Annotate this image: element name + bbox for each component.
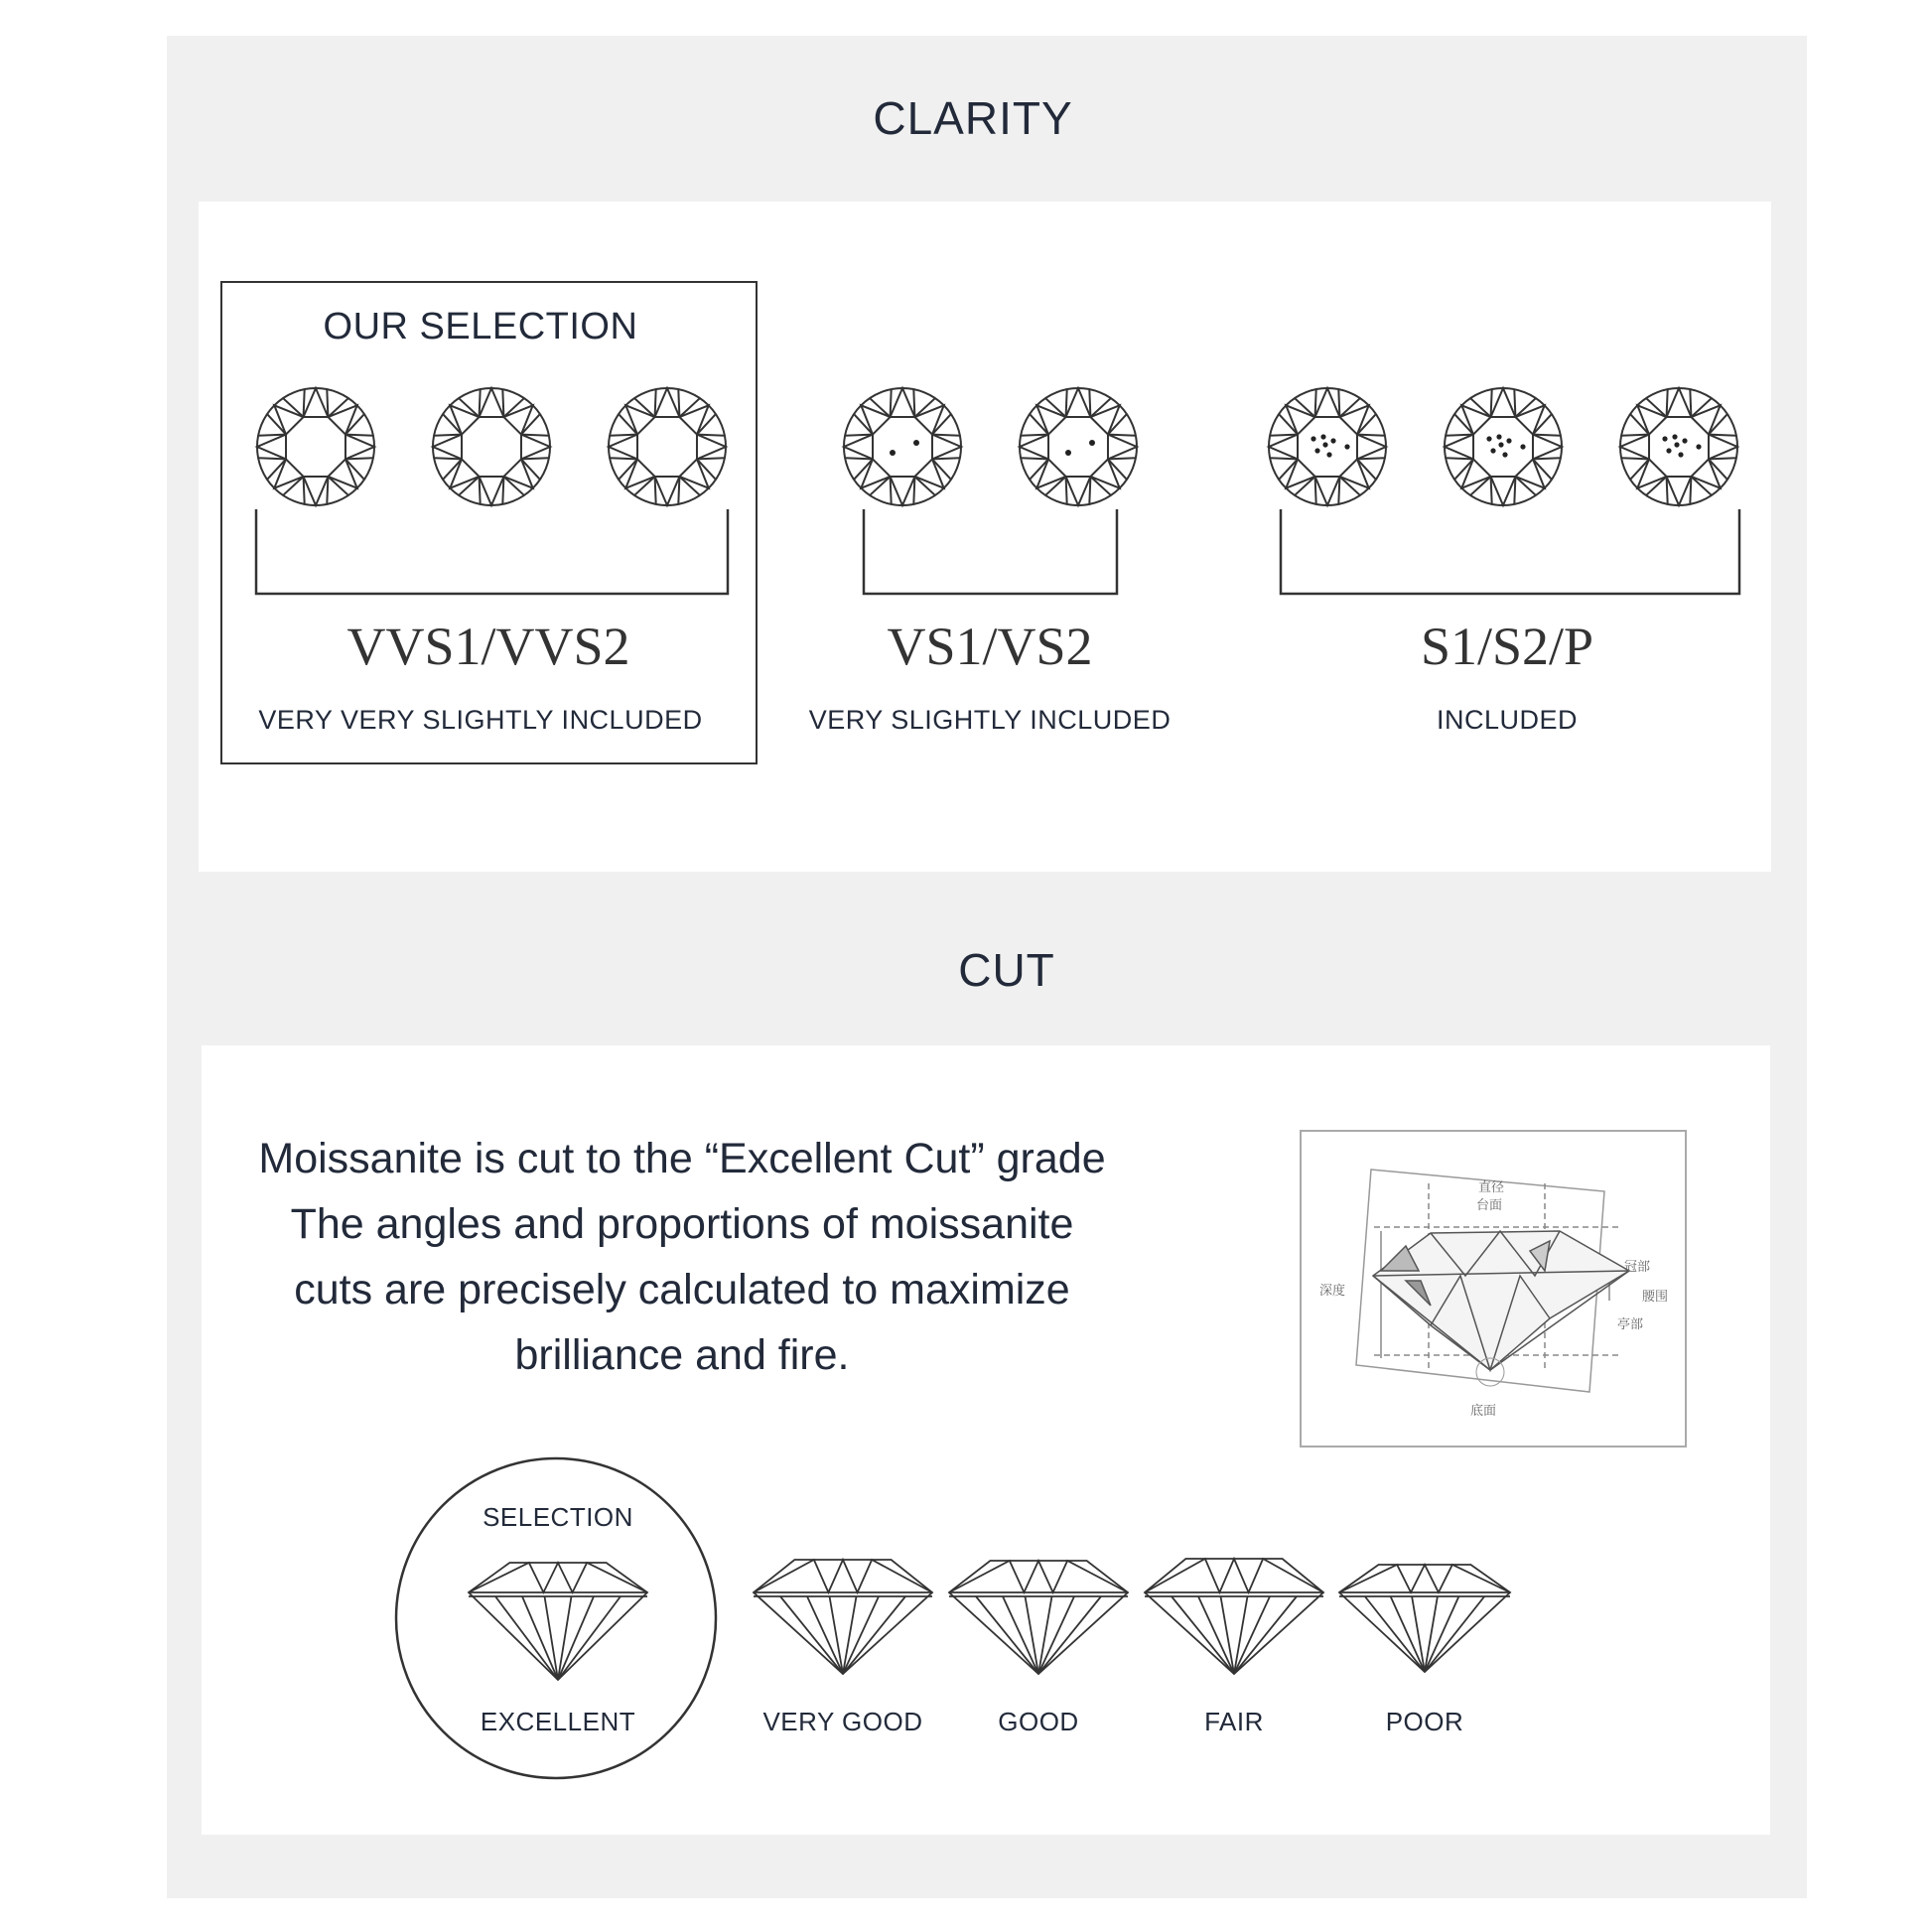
cut-grade-excellent: EXCELLENT	[480, 1707, 636, 1736]
cut-diamond-poor	[1339, 1565, 1510, 1672]
label-culet: 底面	[1470, 1404, 1497, 1419]
clarity-desc-vs: VERY SLIGHTLY INCLUDED	[808, 705, 1172, 735]
cut-title: CUT	[958, 944, 1055, 996]
cut-diamond-excellent	[469, 1563, 647, 1680]
cut-selection-label: SELECTION	[483, 1502, 633, 1532]
label-girdle: 腰围	[1642, 1290, 1669, 1305]
clarity-grade-s: S1/S2/P	[1420, 617, 1594, 676]
cut-grade-poor: POOR	[1385, 1707, 1464, 1736]
cut-diamond-fair	[1145, 1559, 1323, 1674]
clarity-title: CLARITY	[873, 92, 1073, 144]
cut-diamond-very-good	[754, 1560, 932, 1674]
clarity-desc-vvs: VERY VERY SLIGHTLY INCLUDED	[258, 705, 703, 735]
cut-diamond-good	[949, 1561, 1128, 1674]
clarity-grade-vs: VS1/VS2	[887, 617, 1093, 676]
clarity-desc-s: INCLUDED	[1436, 705, 1579, 735]
label-diameter: 直径	[1478, 1180, 1505, 1195]
cut-intro-line-3: cuts are precisely calculated to maximize	[294, 1266, 1070, 1313]
cut-intro-line-4: brilliance and fire.	[514, 1331, 850, 1379]
cut-grade-very-good: VERY GOOD	[762, 1707, 923, 1736]
clarity-grade-vvs: VVS1/VVS2	[346, 617, 630, 676]
cut-intro-line-2: The angles and proportions of moissanite	[290, 1200, 1074, 1248]
cut-grade-good: GOOD	[998, 1707, 1079, 1736]
label-depth: 深度	[1319, 1284, 1346, 1299]
cut-intro-line-1: Moissanite is cut to the “Excellent Cut” grade	[258, 1135, 1106, 1182]
label-table: 台面	[1476, 1198, 1503, 1213]
cut-grade-fair: FAIR	[1204, 1707, 1264, 1736]
label-pavilion: 亭部	[1617, 1317, 1644, 1332]
label-crown: 冠部	[1624, 1260, 1651, 1275]
clarity-selection-label: OUR SELECTION	[323, 306, 638, 347]
